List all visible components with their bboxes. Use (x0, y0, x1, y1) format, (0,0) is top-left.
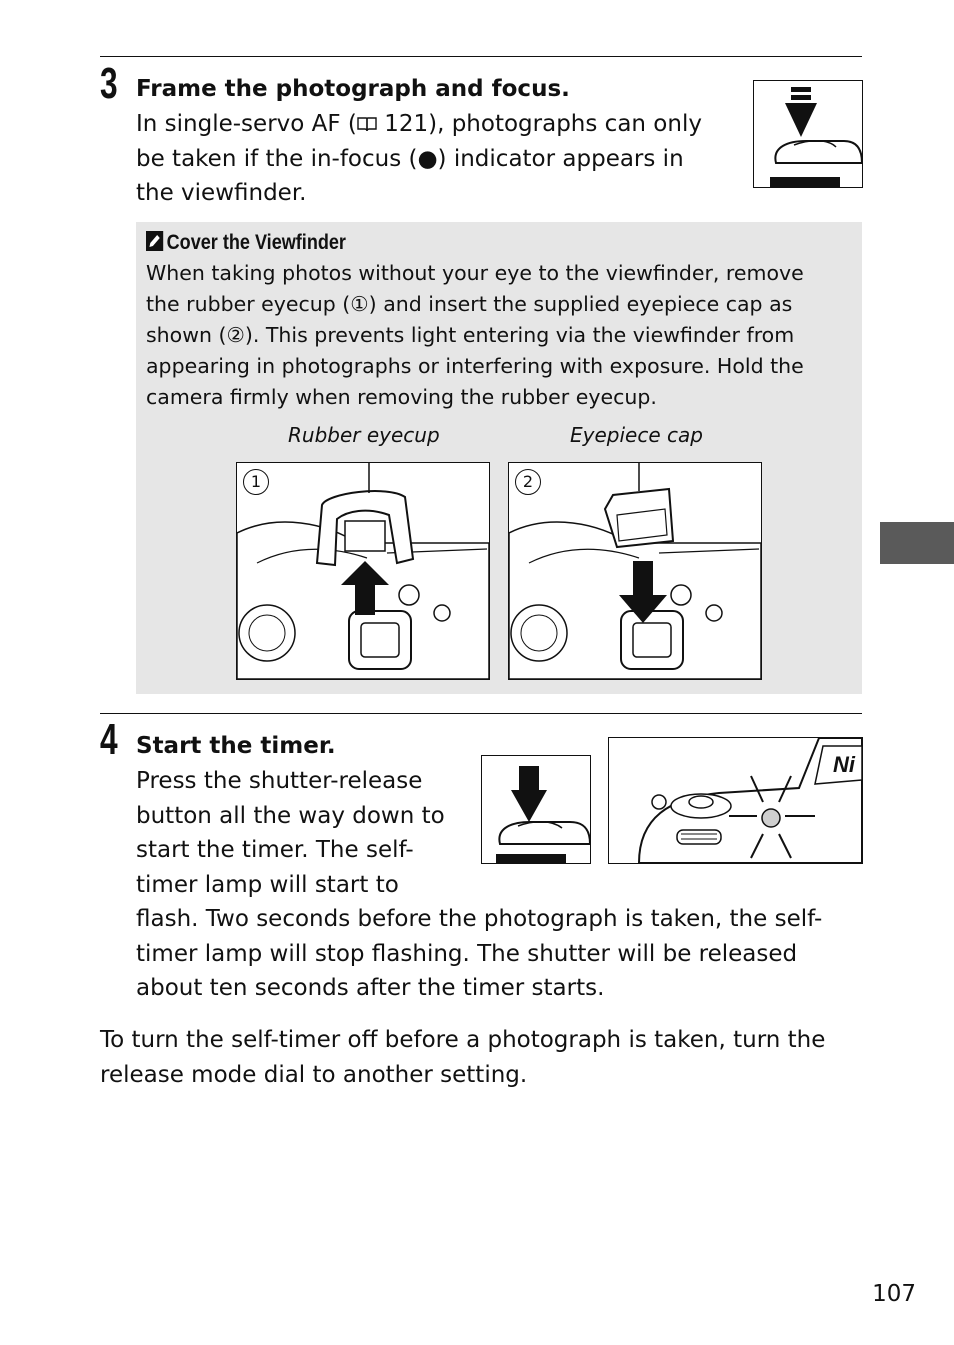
caption-rubber-eyecup: Rubber eyecup (288, 423, 440, 447)
shutter-full-press-icon (481, 755, 591, 864)
step4-body-narrow (136, 764, 445, 902)
attach-eyepiece-cap-illustration (508, 462, 762, 680)
marker-1: 1 (243, 469, 269, 495)
step4-line-3: start the timer. The self- (136, 837, 414, 863)
step4-number: 4 (100, 715, 118, 764)
caption-eyepiece-cap: Eyepiece cap (570, 423, 703, 447)
step3-top-rule (100, 56, 862, 57)
step4-line-7: about ten seconds after the timer starts. (136, 975, 605, 1001)
closing-paragraph (100, 1023, 825, 1092)
remove-eyecup-illustration (236, 462, 490, 680)
note-line-4: appearing in photographs or interfering with exposure. Hold the (146, 354, 804, 378)
chapter-thumb-tab (880, 522, 954, 564)
step4-heading: Start the timer. (136, 733, 336, 759)
note-title (146, 230, 346, 256)
marker-2: 2 (515, 469, 541, 495)
note-line-1: When taking photos without your eye to the viewfinder, remove (146, 261, 804, 285)
step4-line-6: timer lamp will stop flashing. The shutter will be released (136, 940, 798, 967)
step3-line-2: be taken if the in-focus (●) indicator appears in (136, 145, 684, 172)
step4-line-5: flash. Two seconds before the photograph is taken, the self- (136, 906, 823, 932)
step3-line-1 (136, 107, 736, 142)
pencil-icon (146, 231, 163, 251)
page-number: 107 (872, 1281, 916, 1307)
book-icon (357, 107, 377, 142)
step3-line-3: the viewfinder. (136, 180, 307, 206)
closing-line-2: release mode dial to another setting. (100, 1061, 528, 1088)
self-timer-lamp-illustration (608, 737, 863, 864)
note-line-3: shown (②). This prevents light entering via the viewfinder from (146, 323, 795, 347)
note-title-text: Cover the Viewfinder (166, 231, 346, 254)
step4-top-rule (100, 713, 862, 714)
note-line-2: the rubber eyecup (①) and insert the supplied eyepiece cap as (146, 292, 793, 316)
step4-line-1: Press the shutter-release (136, 768, 423, 794)
note-body (146, 258, 804, 413)
svg-text:Ni: Ni (833, 752, 855, 777)
step4-line-2: button all the way down to (136, 802, 445, 829)
step4-body-wide (136, 902, 822, 1006)
step3-number: 3 (100, 59, 118, 108)
step4-line-4: timer lamp will start to (136, 871, 399, 898)
step3-line-1-text: In single-servo AF ( 121), photographs can only (136, 111, 702, 137)
note-line-5: camera firmly when removing the rubber eyecup. (146, 385, 657, 409)
closing-line-1: To turn the self-timer off before a photograph is taken, turn the (100, 1027, 826, 1053)
shutter-half-press-icon (753, 80, 863, 188)
step3-heading: Frame the photograph and focus. (136, 76, 570, 102)
step3-body (136, 107, 736, 211)
